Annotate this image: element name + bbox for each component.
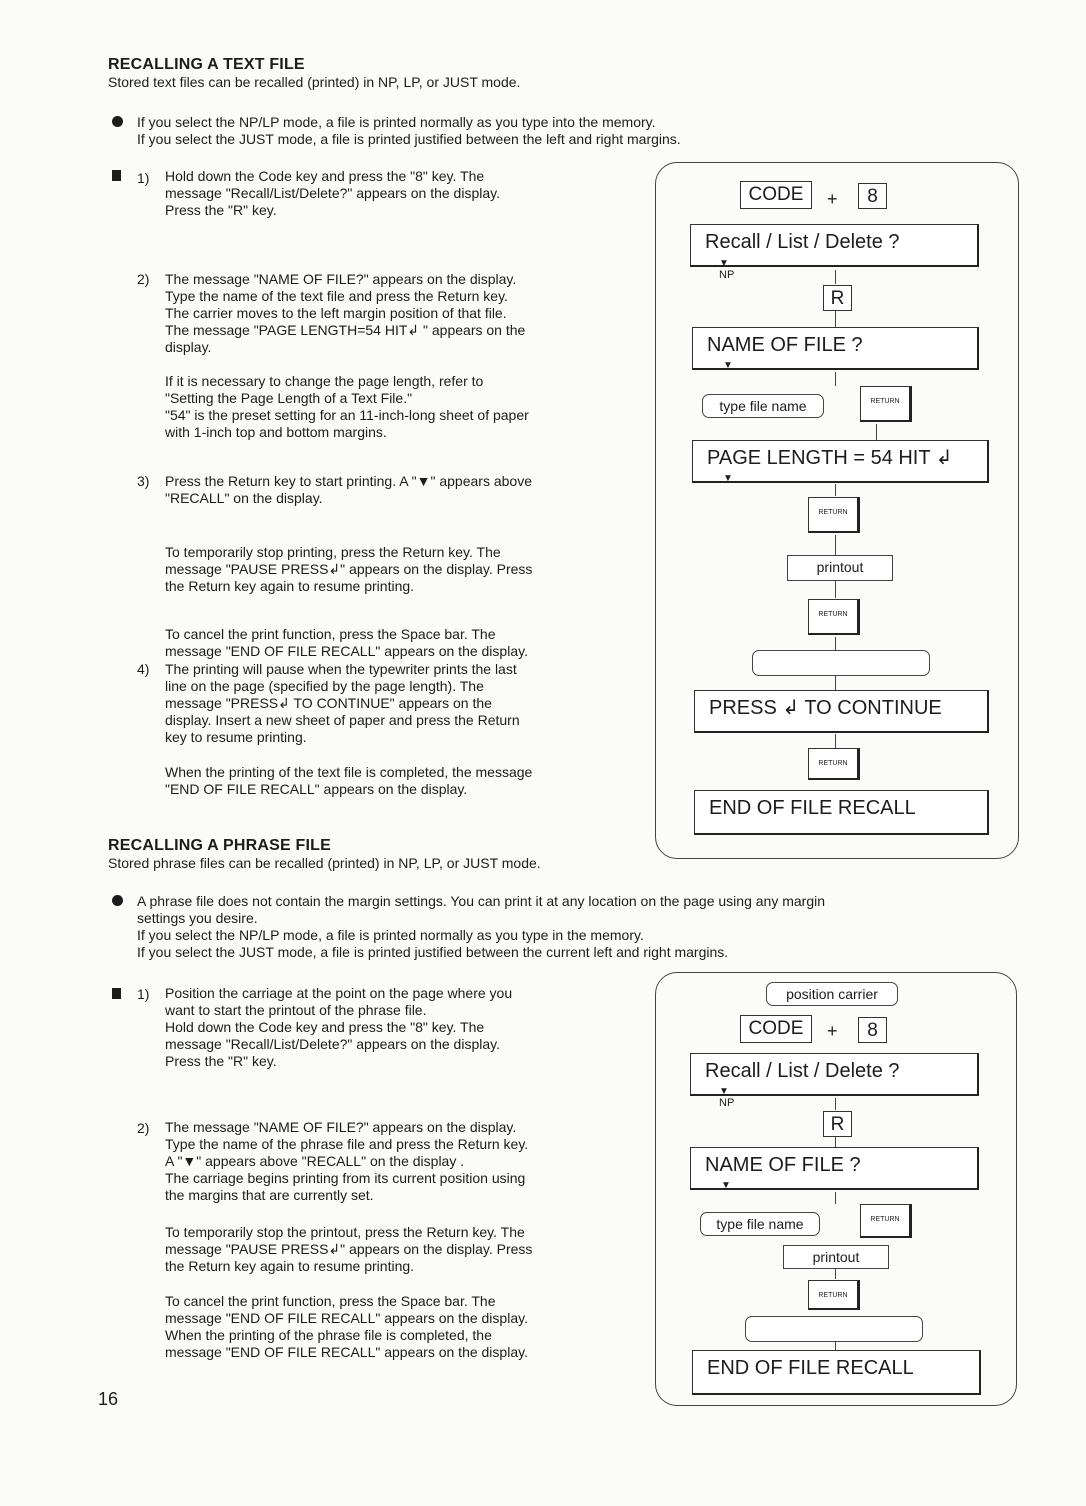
line: "54" is the preset setting for an 11-inch-long sheet of paper — [165, 407, 529, 423]
connector-line — [835, 676, 836, 690]
printout-action: printout — [787, 555, 893, 581]
display-end-of-file-recall: END OF FILE RECALL — [692, 1350, 981, 1395]
display-end-of-file-recall: END OF FILE RECALL — [694, 790, 989, 835]
return-key: RETURN — [860, 386, 912, 422]
connector-line — [835, 270, 836, 284]
step-number: 2) — [137, 271, 150, 287]
line: The carriage begins printing from its current position using — [165, 1170, 526, 1186]
connector-line — [835, 1269, 836, 1279]
connector-line — [876, 424, 877, 440]
line: with 1-inch top and bottom margins. — [165, 424, 387, 440]
bullet-text: If you select the NP/LP mode, a file is printed normally as you type into the memory. — [137, 114, 656, 130]
bullet-icon — [112, 116, 123, 127]
type-file-name-action: type file name — [702, 394, 824, 418]
line: display. — [165, 339, 212, 355]
line: message "Recall/List/Delete?" appears on the display. — [165, 185, 500, 201]
display-page-length: PAGE LENGTH = 54 HIT ↲ — [692, 440, 989, 483]
step-text — [165, 985, 512, 1070]
line: want to start the printout of the phrase file. — [165, 1002, 427, 1018]
line: the Return key again to resume printing. — [165, 1258, 415, 1274]
line: message "END OF FILE RECALL" appears on the display. — [165, 643, 528, 659]
cursor-triangle-icon: ▼ — [723, 360, 733, 371]
note-text — [165, 1293, 528, 1361]
display-name-of-file: NAME OF FILE ? — [690, 1147, 979, 1190]
cursor-triangle-icon: ▼ — [723, 473, 733, 484]
line: "Setting the Page Length of a Text File." — [165, 390, 413, 406]
display-name-of-file: NAME OF FILE ? — [692, 327, 979, 370]
line: When the printing of the phrase file is completed, the — [165, 1327, 492, 1343]
connector-line — [835, 1137, 836, 1147]
line: The message "NAME OF FILE?" appears on the display. — [165, 271, 517, 287]
line: message "END OF FILE RECALL" appears on the display. — [165, 1344, 528, 1360]
line: When the printing of the text file is completed, the message — [165, 764, 533, 780]
step-number: 2) — [137, 1120, 150, 1136]
position-carrier-action: position carrier — [766, 982, 898, 1006]
connector-line — [835, 734, 836, 748]
eight-key: 8 — [858, 1017, 887, 1043]
code-key: CODE — [740, 1015, 812, 1043]
page-number: 16 — [98, 1389, 119, 1409]
connector-line — [835, 637, 836, 650]
line: Position the carriage at the point on the page where you — [165, 985, 513, 1001]
line: line on the page (specified by the page length). The — [165, 678, 484, 694]
return-key: RETURN — [808, 599, 860, 635]
step-number: 3) — [137, 473, 150, 489]
line: message "END OF FILE RECALL" appears on the display. — [165, 1310, 528, 1326]
connector-line — [835, 372, 836, 386]
step-number: 1) — [137, 170, 150, 186]
step-text — [165, 661, 520, 746]
r-key: R — [823, 285, 852, 311]
return-key: RETURN — [808, 497, 860, 533]
bullet-text: If you select the JUST mode, a file is printed justified between the left and right margins. — [137, 131, 681, 147]
return-key: RETURN — [808, 1280, 860, 1310]
line: the margins that are currently set. — [165, 1187, 374, 1203]
np-label: NP — [719, 1097, 735, 1109]
connector-line — [835, 484, 836, 496]
section-intro: Stored text files can be recalled (printed) in NP, LP, or JUST mode. — [108, 74, 521, 90]
line: Press the Return key to start printing. A "▼" appears above — [165, 473, 532, 489]
return-key: RETURN — [860, 1204, 912, 1238]
note-text — [165, 764, 532, 798]
line: To temporarily stop the printout, press the Return key. The — [165, 1224, 525, 1240]
step-number: 4) — [137, 661, 150, 677]
bullet-text — [137, 893, 825, 961]
line: message "PAUSE PRESS↲" appears on the display. Press — [165, 1241, 533, 1257]
cursor-triangle-icon: ▼ — [719, 258, 729, 269]
r-key: R — [823, 1111, 852, 1137]
connector-line — [835, 1098, 836, 1110]
cursor-triangle-icon: ▼ — [719, 1086, 729, 1097]
line: display. Insert a new sheet of paper and press the Return — [165, 712, 520, 728]
line: Hold down the Code key and press the "8" key. The — [165, 1019, 485, 1035]
connector-line — [835, 311, 836, 327]
line: The message "PAGE LENGTH=54 HIT↲ " appears on the — [165, 322, 526, 338]
section-title-phrase-file: RECALLING A PHRASE FILE — [108, 837, 331, 854]
line: The message "NAME OF FILE?" appears on the display. — [165, 1119, 517, 1135]
line: To cancel the print function, press the Space bar. The — [165, 1293, 496, 1309]
line: "END OF FILE RECALL" appears on the display. — [165, 781, 468, 797]
connector-line — [835, 1342, 836, 1350]
line: Press the "R" key. — [165, 202, 277, 218]
blank-action-box — [752, 650, 930, 676]
line: message "PRESS↲ TO CONTINUE" appears on the — [165, 695, 492, 711]
line: The printing will pause when the typewriter prints the last — [165, 661, 517, 677]
display-recall-list-delete: Recall / List / Delete ? — [690, 224, 979, 267]
line: Type the name of the text file and press the Return key. — [165, 288, 508, 304]
square-bullet-icon — [112, 988, 121, 999]
line: the Return key again to resume printing. — [165, 578, 415, 594]
section-intro: Stored phrase files can be recalled (printed) in NP, LP, or JUST mode. — [108, 855, 541, 871]
line: The carrier moves to the left margin position of that file. — [165, 305, 507, 321]
line: Hold down the Code key and press the "8" key. The — [165, 168, 485, 184]
np-label: NP — [719, 269, 735, 281]
printout-action: printout — [783, 1245, 889, 1269]
plus-sign: + — [827, 1021, 838, 1041]
step-number: 1) — [137, 986, 150, 1002]
type-file-name-action: type file name — [700, 1212, 820, 1236]
section-title-text-file: RECALLING A TEXT FILE — [108, 56, 305, 73]
note-text — [165, 626, 528, 660]
note-text — [165, 1224, 532, 1275]
note-text — [165, 544, 532, 595]
step-text — [165, 1119, 528, 1204]
line: Type the name of the phrase file and press the Return key. — [165, 1136, 529, 1152]
line: To cancel the print function, press the Space bar. The — [165, 626, 496, 642]
line: A "▼" appears above "RECALL" on the display . — [165, 1153, 465, 1169]
display-press-to-continue: PRESS ↲ TO CONTINUE — [694, 690, 989, 733]
code-key: CODE — [740, 181, 812, 209]
line: If it is necessary to change the page length, refer to — [165, 373, 484, 389]
bullet-icon — [112, 895, 123, 906]
connector-line — [835, 1192, 836, 1204]
return-key: RETURN — [808, 748, 860, 780]
connector-line — [835, 535, 836, 555]
line: If you select the NP/LP mode, a file is printed normally as you type in the memory. — [137, 927, 644, 943]
line: To temporarily stop printing, press the Return key. The — [165, 544, 501, 560]
line: settings you desire. — [137, 910, 258, 926]
line: key to resume printing. — [165, 729, 307, 745]
step-text — [165, 168, 500, 219]
note-text — [165, 373, 529, 441]
plus-sign: + — [827, 189, 838, 209]
display-recall-list-delete: Recall / List / Delete ? — [690, 1053, 979, 1096]
line: message "Recall/List/Delete?" appears on the display. — [165, 1036, 500, 1052]
cursor-triangle-icon: ▼ — [721, 1180, 731, 1191]
line: If you select the JUST mode, a file is printed justified between the current left and right margins. — [137, 944, 729, 960]
line: A phrase file does not contain the margin settings. You can print it at any location on the page using any margin — [137, 893, 826, 909]
blank-action-box — [745, 1316, 923, 1342]
step-text — [165, 473, 532, 507]
step-text — [165, 271, 525, 356]
connector-line — [835, 581, 836, 598]
line: message "PAUSE PRESS↲" appears on the display. Press — [165, 561, 533, 577]
eight-key: 8 — [858, 183, 887, 209]
line: "RECALL" on the display. — [165, 490, 323, 506]
square-bullet-icon — [112, 170, 121, 181]
line: Press the "R" key. — [165, 1053, 277, 1069]
